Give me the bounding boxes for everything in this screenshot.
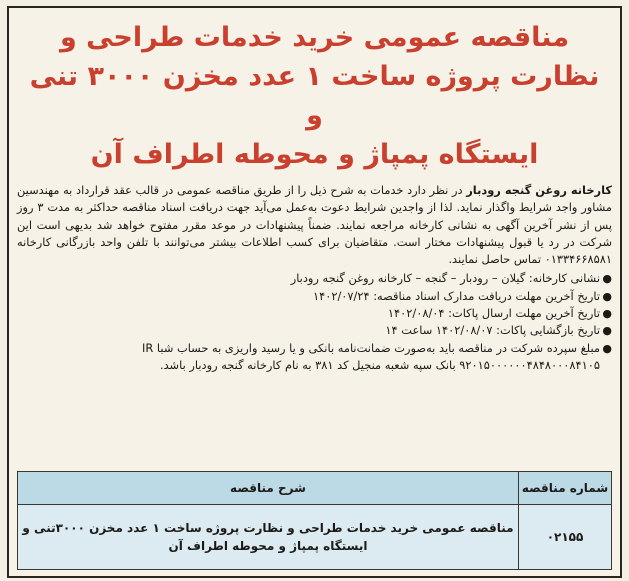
bullet-icon: ●	[602, 341, 612, 355]
bullet-icon: ●	[602, 307, 612, 321]
header-tender-description: شرح مناقصه	[18, 472, 519, 505]
title-line-2: نظارت پروژه ساخت ۱ عدد مخزن ۳۰۰۰ تنی و	[29, 61, 600, 131]
list-item-opening-date	[17, 322, 612, 339]
cell-tender-description: مناقصه عمومی خرید خدمات طراحی و نظارت پروژه ساخت ۱ عدد مخزن ۳۰۰۰تنی و ایستگاه پمپاژ و محوطه اطراف آن	[18, 505, 519, 570]
intro-paragraph	[17, 182, 612, 268]
list-item-document-deadline	[17, 288, 612, 305]
list-item-text: نشانی کارخانه: گیلان – رودبار – گنجه – کارخانه روغن گنجه رودبار	[290, 271, 600, 286]
table-header-row	[18, 472, 612, 505]
notice-frame	[7, 6, 622, 578]
bullet-icon: ●	[602, 289, 612, 303]
bullet-icon: ●	[602, 272, 612, 286]
list-item-text: تاریخ آخرین مهلت دریافت مدارک اسناد مناقصه: ۱۴۰۲/۰۷/۲۴	[312, 288, 600, 303]
intro-text: در نظر دارد خدمات به شرح ذیل را از طریق مناقصه عمومی در قالب عقد قرارداد به مهندسین مشاور واجد شرایط واگذار نماید. لذا از واجدین شرایط دعوت به‌عمل می‌آید جهت دریافت اسناد مناقصه حداکثر به مدت ۳ روز پس از نشر آخرین آگهی به نشانی کارخانه مراجعه نمایند. ضمناً پیشنهادات در موعد مقرر مفتوح خواهد شد بدیهی است این شرکت در رد یا قبول پیشنهادات مختار است. متقاضیان برای کسب اطلاعات بیشتر می‌توانند با تلفن واحد بازرگانی کارخانه ۰۱۳۳۴۶۶۸۵۸۱ تماس حاصل نمایند.	[17, 183, 613, 267]
list-item-text: مبلغ سپرده شرکت در مناقصه باید به‌صورت ضمانت‌نامه بانکی و یا رسید واریزی به حساب شبا IR ۹۲۰۱۵۰۰۰۰۰۰۴۸۴۸۰۰۰۸۴۱۰۵ بانک سپه شعبه منجیل کد ۳۸۱ به نام کارخانه گنجه رودبار باشد.	[142, 340, 600, 372]
details-list	[17, 270, 612, 374]
list-item-text: تاریخ بازگشایی پاکات: ۱۴۰۲/۰۸/۰۷ ساعت ۱۴	[385, 323, 600, 338]
cell-tender-number: ۰۲۱۵۵	[519, 505, 612, 570]
tender-table	[17, 471, 612, 570]
list-item-deposit	[17, 340, 612, 375]
company-name: کارخانه روغن گنجه رودبار	[466, 183, 612, 197]
list-item-address	[17, 270, 612, 287]
table-row	[18, 505, 612, 570]
bullet-icon: ●	[602, 324, 612, 338]
list-item-text: تاریخ آخرین مهلت ارسال پاکات: ۱۴۰۲/۰۸/۰۴	[387, 306, 600, 321]
notice-title	[17, 18, 612, 174]
title-line-3: ایستگاه پمپاژ و محوطه اطراف آن	[90, 139, 539, 170]
title-line-1: مناقصه عمومی خرید خدمات طراحی و	[59, 22, 570, 53]
list-item-submission-deadline	[17, 305, 612, 322]
header-tender-number: شماره مناقصه	[519, 472, 612, 505]
